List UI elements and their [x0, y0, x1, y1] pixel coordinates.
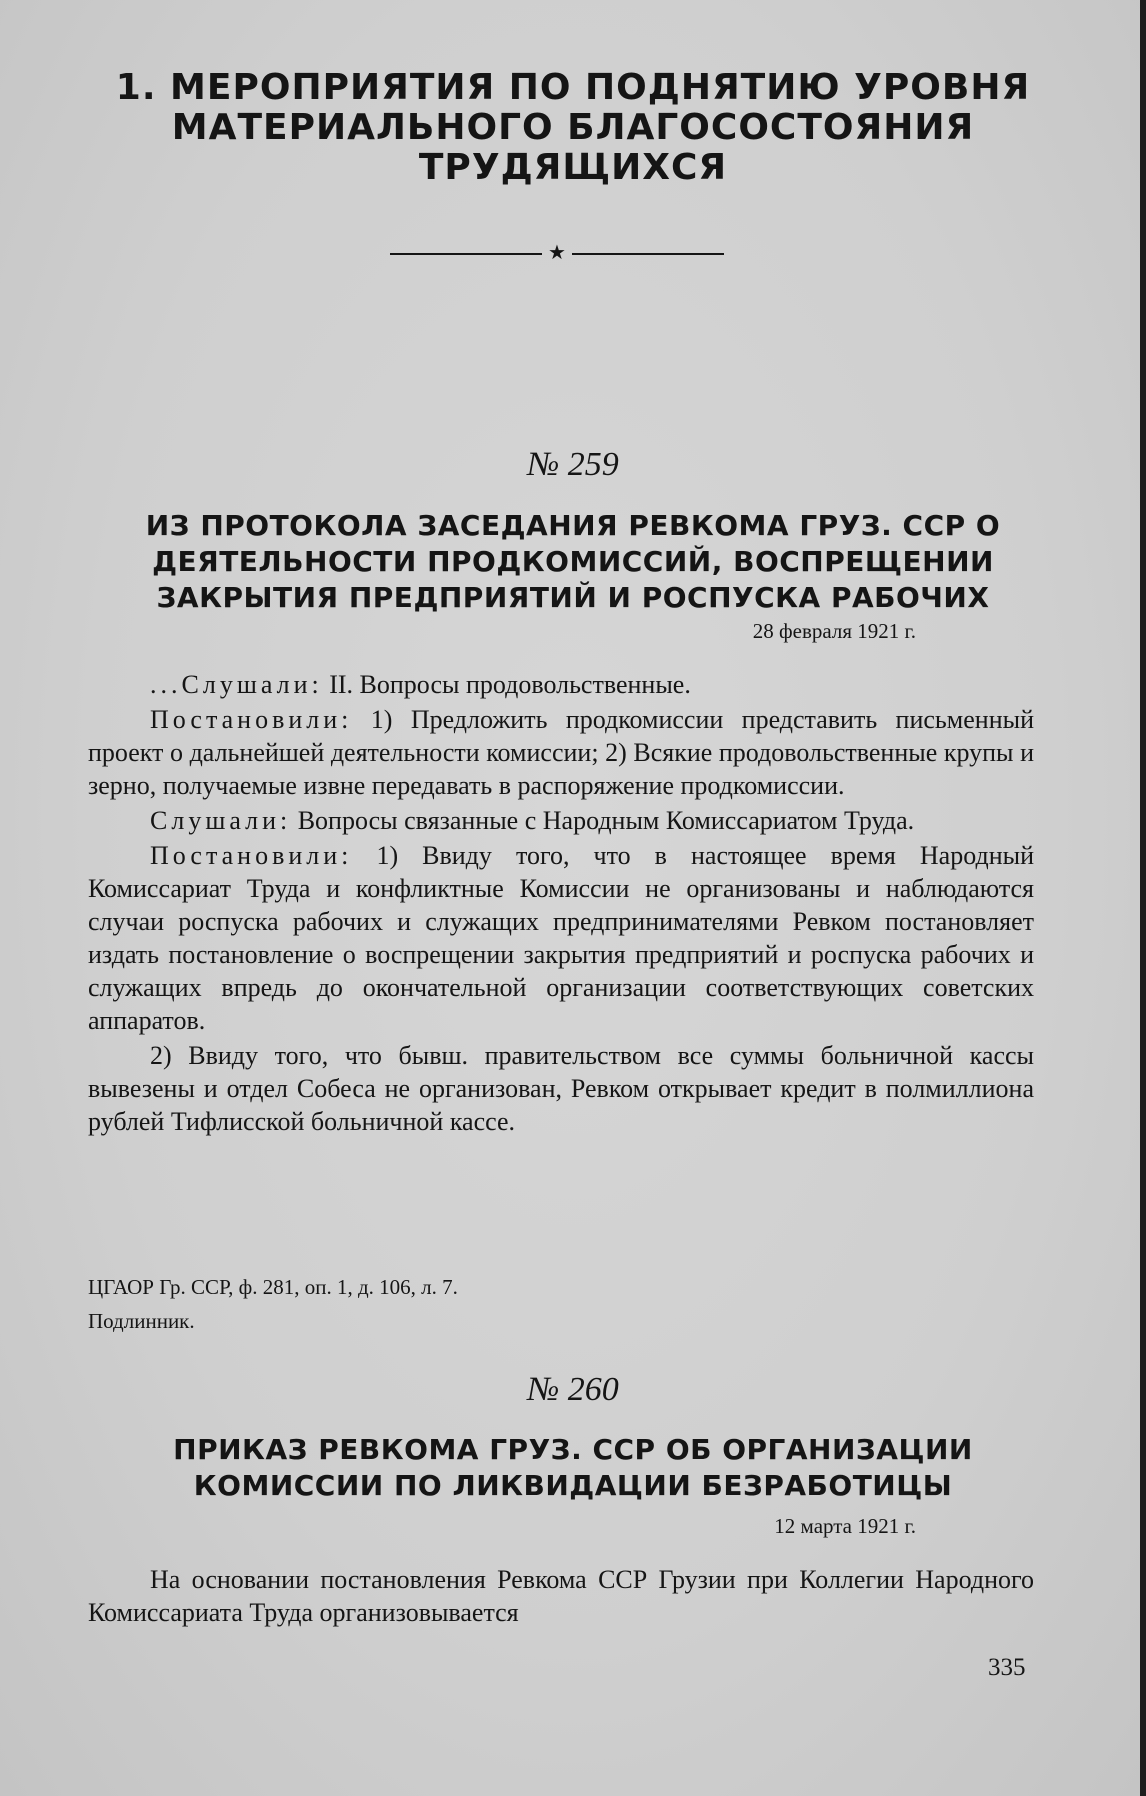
paragraph-lead: Постановили: [150, 841, 353, 870]
page-number: 335 [988, 1654, 1026, 1681]
doc-259-title-line-1: ИЗ ПРОТОКОЛА ЗАСЕДАНИЯ РЕВКОМА ГРУЗ. ССР О [145, 509, 1001, 542]
doc-260-paragraph [88, 1563, 1034, 1629]
star-divider [390, 238, 724, 268]
doc-259-body [88, 668, 1034, 1140]
paragraph-text: II. Вопросы продовольственные. [322, 670, 691, 699]
doc-260-title [60, 1432, 1086, 1504]
paragraph-lead: ...Слушали: [150, 670, 323, 699]
doc-259-source-note: Подлинник. [88, 1309, 195, 1333]
doc-259-title [60, 508, 1086, 616]
doc-260-title-line-2: КОМИССИИ ПО ЛИКВИДАЦИИ БЕЗРАБОТИЦЫ [193, 1469, 953, 1502]
doc-260-title-line-1: ПРИКАЗ РЕВКОМА ГРУЗ. ССР ОБ ОРГАНИЗАЦИИ [173, 1433, 973, 1466]
doc-259-paragraph [88, 839, 1034, 1037]
paragraph-text: 1) Ввиду того, что в настоящее время Народный Комиссариат Труда и конфликтные Комиссии не организованы и наблюдаются случаи роспуска рабочих и служащих предпринимателями Ревком постановляет издать постановление о воспрещении закрытия предприятий и роспуска рабочих и служащих впредь до окончательной организации соответствующих советских аппаратов. [88, 841, 1034, 1035]
paragraph-text: 2) Ввиду того, что бывш. правительством все суммы больничной кассы вывезены и отдел Собеса не организован, Ревком открывает кредит в полмиллиона рублей Тифлисской больничной кассе. [88, 1041, 1034, 1136]
doc-260-number: № 260 [527, 1371, 619, 1408]
doc-259-paragraph [88, 668, 1034, 701]
star-icon: ★ [548, 242, 566, 264]
section-title-line-2: МАТЕРИАЛЬНОГО БЛАГОСОСТОЯНИЯ [171, 107, 975, 148]
paragraph-text: 1) Предложить продкомиссии представить письменный проект о дальнейшей деятельности комиссии; 2) Всякие продовольственные крупы и зерно, получаемые извне передавать в распоряжение продкомиссии. [88, 705, 1034, 800]
section-title-line-1: 1. МЕРОПРИЯТИЯ ПО ПОДНЯТИЮ УРОВНЯ [115, 67, 1031, 108]
divider-line-left [390, 253, 542, 255]
paragraph-text: Вопросы связанные с Народным Комиссариатом Труда. [291, 806, 915, 835]
doc-260-date: 12 марта 1921 г. [774, 1514, 916, 1538]
doc-259-date: 28 февраля 1921 г. [752, 619, 916, 643]
doc-259-title-line-2: ДЕЯТЕЛЬНОСТИ ПРОДКОМИССИЙ, ВОСПРЕЩЕНИИ [152, 545, 994, 578]
doc-259-archive-source: ЦГАОР Гр. ССР, ф. 281, оп. 1, д. 106, л. 7. [88, 1275, 458, 1299]
paragraph-lead: Постановили: [150, 705, 353, 734]
doc-259-paragraph [88, 804, 1034, 837]
doc-259-paragraph [88, 1039, 1034, 1138]
doc-260-body [88, 1563, 1034, 1631]
doc-259-title-line-3: ЗАКРЫТИЯ ПРЕДПРИЯТИЙ И РОСПУСКА РАБОЧИХ [156, 581, 990, 614]
divider-line-right [572, 253, 724, 255]
page-edge-shadow [1140, 0, 1146, 1796]
paragraph-lead: Слушали: [150, 806, 292, 835]
section-title-line-3: ТРУДЯЩИХСЯ [418, 147, 728, 188]
section-title [0, 68, 1146, 188]
doc-259-paragraph [88, 703, 1034, 802]
doc-259-number: № 259 [527, 446, 619, 483]
paragraph-text: На основании постановления Ревкома ССР Грузии при Коллегии Народного Комиссариата Труда организовывается [88, 1565, 1034, 1627]
